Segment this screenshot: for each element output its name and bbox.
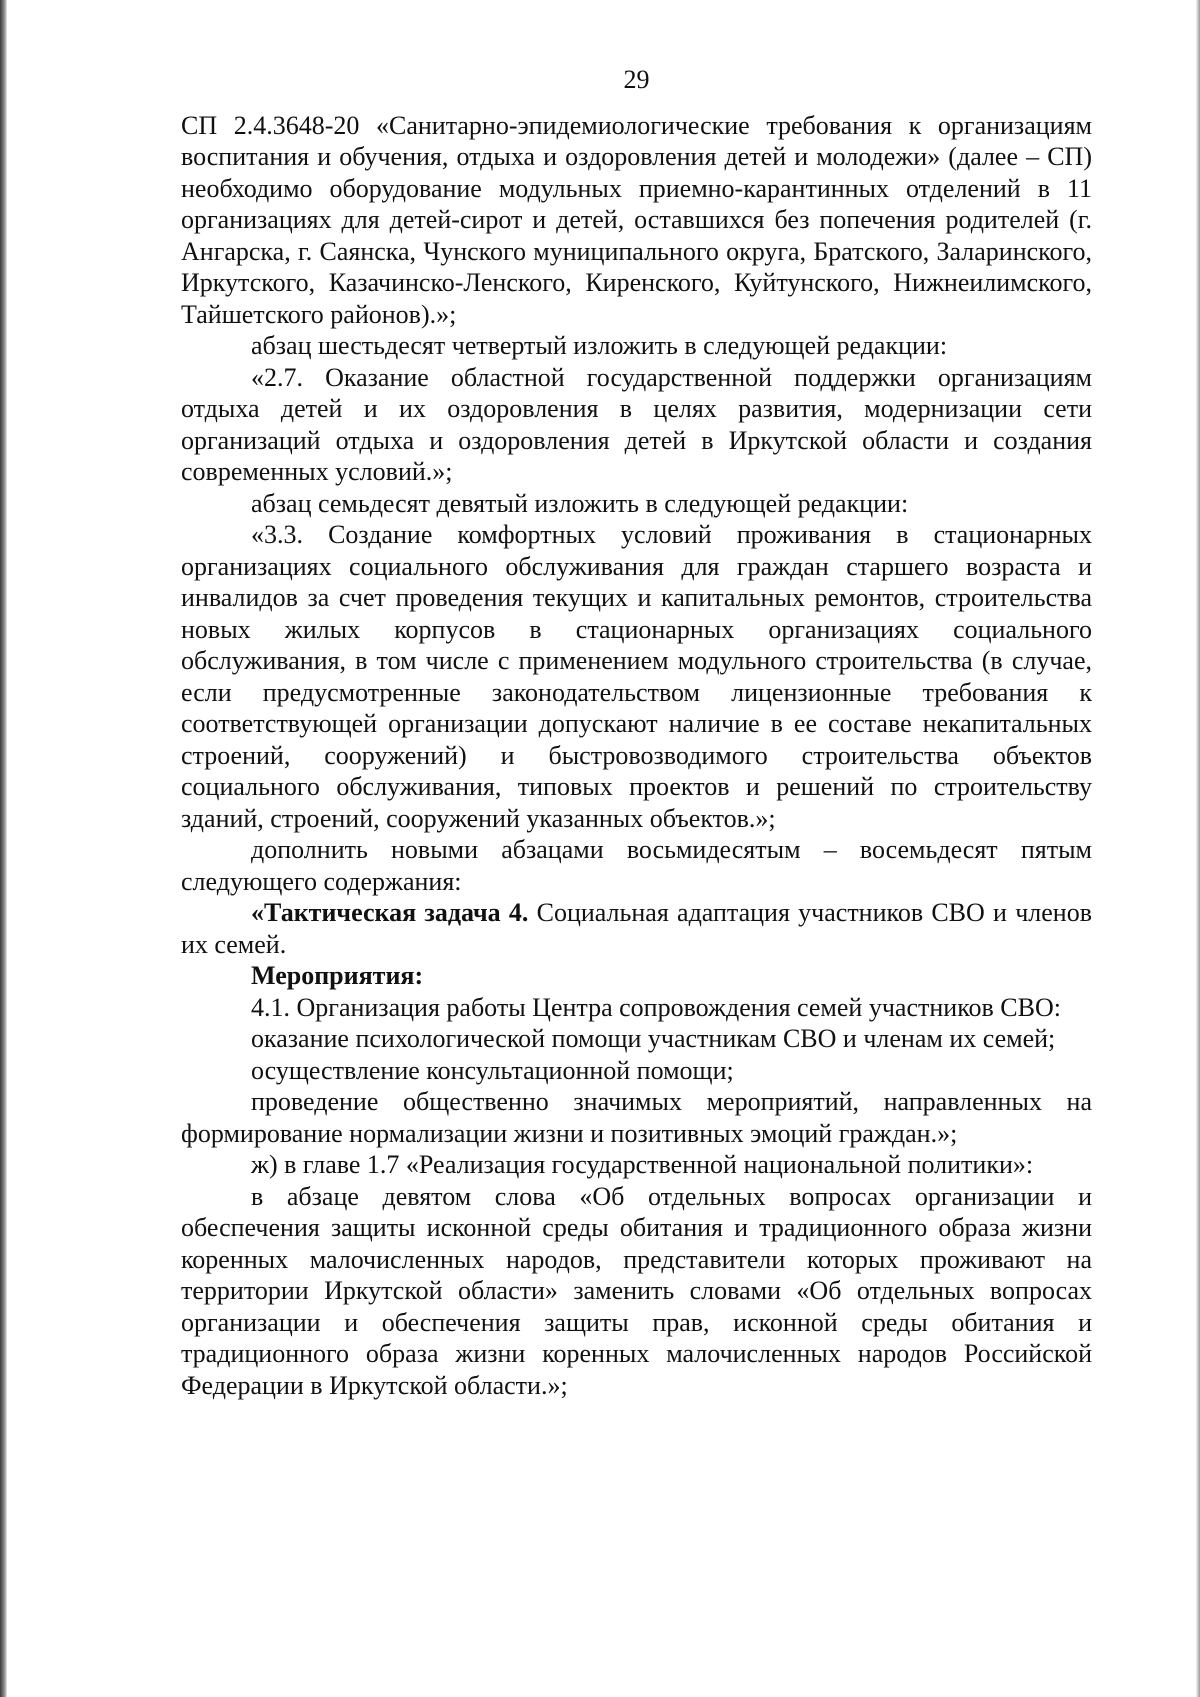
paragraph: осуществление консультационной помощи; — [251, 1055, 734, 1085]
paragraph: абзац шестьдесят четвертый изложить в следующей редакции: — [251, 331, 948, 360]
page-number: 29 — [623, 65, 650, 94]
paragraph: в абзаце девятом слова «Об отдельных вопросах организации и обеспечения защиты исконной среды обитания и традиционного образа жизни коренных малочисленных народов, представители которых проживают на территории Иркутской области» заменить словами «Об отдельных вопросах организации и обеспечения защиты прав, исконной среды обитания и традиционного образа жизни коренных малочисленных народов Российской Федерации в Иркутской области.»; — [181, 1181, 1092, 1400]
paragraph: «3.3. Создание комфортных условий проживания в стационарных организациях социального обслуживания для граждан старшего возраста и инвалидов за счет проведения текущих и капитальных ремонтов, строительства новых жилых корпусов в стационарных организациях социального обслуживания, в том числе с применением модульного строительства (в случае, если предусмотренные законодательством лицензионные требования к соответствующей организации допускают наличие в ее составе некапитальных строений, сооружений) и быстровозводимого строительства объектов социального обслуживания, типовых проектов и решений по строительству зданий, строений, сооружений указанных объектов.»; — [181, 520, 1092, 833]
document-page — [181, 64, 1092, 1401]
task-heading-bold: «Тактическая задача 4. — [251, 898, 529, 927]
paragraph: ж) в главе 1.7 «Реализация государственной национальной политики»: — [251, 1150, 1034, 1179]
scan-edge-shadow-right — [1196, 0, 1200, 1697]
paragraph: оказание психологической помощи участникам СВО и членам их семей; — [251, 1024, 1056, 1053]
paragraph: 4.1. Организация работы Центра сопровождения семей участников СВО: — [251, 992, 1061, 1022]
paragraph: «2.7. Оказание областной государственной поддержки организациям отдыха детей и их оздоровления в целях развития, модернизации сети организаций отдыха и оздоровления детей в Иркутской области и создания современных условий.»; — [181, 362, 1092, 486]
task-heading — [181, 897, 1092, 960]
paragraph: абзац семьдесят девятый изложить в следующей редакции: — [251, 488, 909, 518]
paragraph: СП 2.4.3648-20 «Санитарно-эпидемиологические требования к организациям воспитания и обучения, отдыха и оздоровления детей и молодежи» (далее – СП) необходимо оборудование модульных приемно-карантинных отделений в 11 организациях для детей-сирот и детей, оставшихся без попечения родителей (г. Ангарска, г. Саянска, Чунского муниципального округа, Братского, Заларинского, Иркутского, Казачинско-Ленского, Киренского, Куйтунского, Нижнеилимского, Тайшетского районов).»; — [181, 110, 1092, 329]
measures-heading — [181, 960, 1092, 992]
measures-heading-text: Мероприятия: — [251, 961, 424, 990]
scan-edge-shadow — [0, 0, 7, 1697]
paragraph: дополнить новыми абзацами восьмидесятым – восемьдесят пятым следующего содержания: — [181, 835, 1092, 896]
task-heading-text: Социальная адаптация участников СВО и членов их семей. — [181, 898, 1092, 959]
paragraph: проведение общественно значимых мероприятий, направленных на формирование нормализации жизни и позитивных эмоций граждан.»; — [181, 1087, 1092, 1148]
